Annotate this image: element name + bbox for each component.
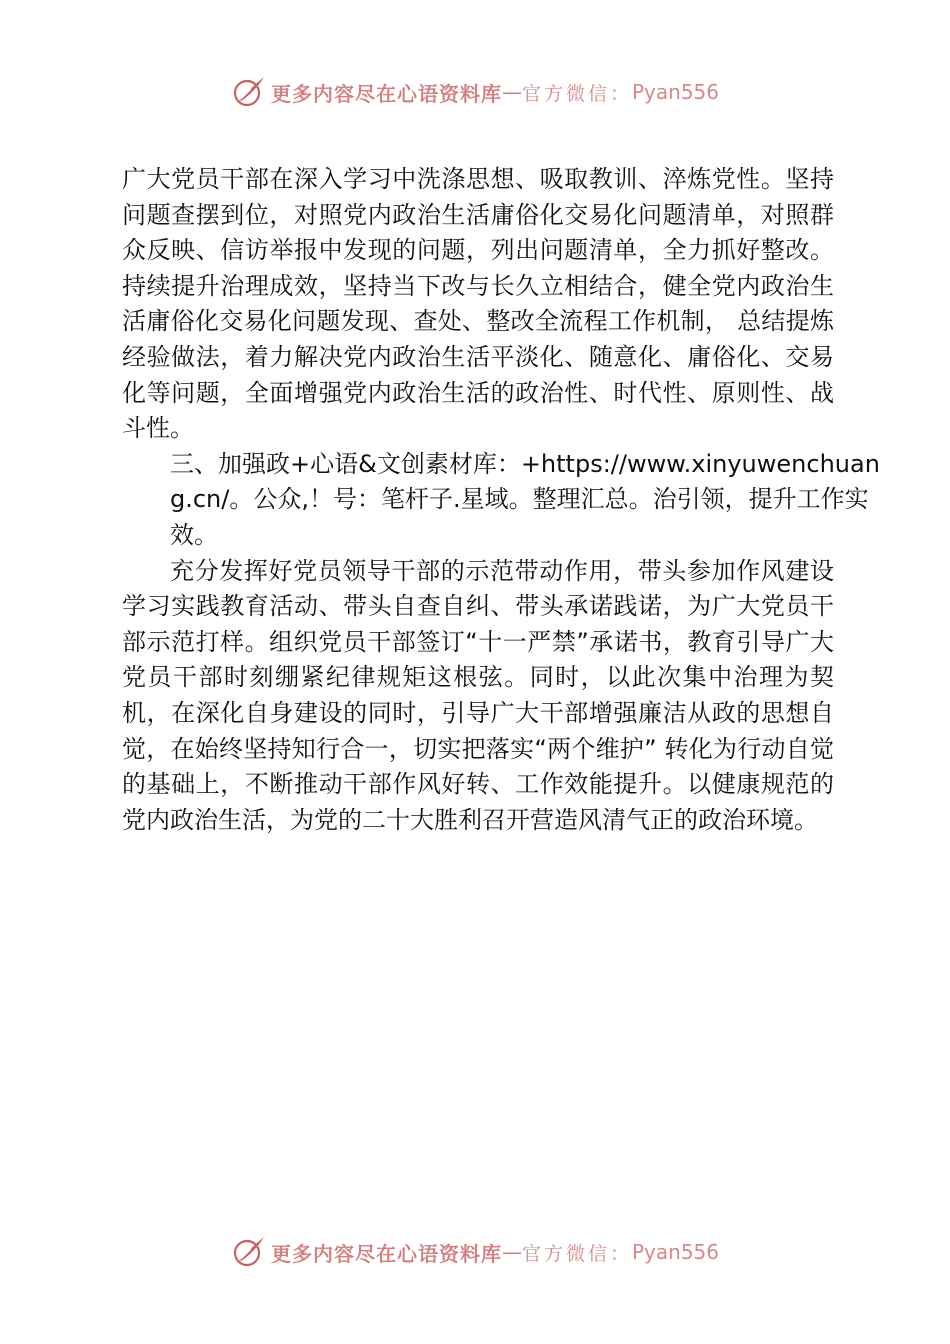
banner-title: 更多内容尽在心语资料库 [270, 1241, 502, 1266]
banner-separator: — [501, 1240, 522, 1264]
paragraph-1: 广大党员干部在深入学习中洗涤思想、吸取教训、淬炼党性。坚持问题查摆到位，对照党内政治生活庸俗化交易化问题清单，对照群众反映、信访举报中发现的问题，列出问题清单，全力抓好整改。持续提升治理成效，坚持当下改与长久立相结合，健全党内政治生活庸俗化交易化问题发现、查处、整改全流程工作机制， 总结提炼经验做法，着力解决党内政治生活平淡化、随意化、庸俗化、交易化等问题，全面增强党内政治生活的政治性、时代性、原则性、战斗性。 [122, 165, 834, 443]
banner-contact-label: 官方微信： [521, 82, 632, 105]
paragraph-2: 充分发挥好党员领导干部的示范带动作用，带头参加作风建设学习实践教育活动、带头自查自纠、带头承诺践诺，为广大党员干部示范打样。组织党员干部签订“十一严禁”承诺书，教育引导广大党员干部时刻绷紧纪律规矩这根弦。同时，以此次集中治理为契机，在深化自身建设的同时，引导广大干部增强廉洁从政的思想自觉，在始终坚持知行合一，切实把落实“两个维护” 转化为行动自觉的基础上，不断推动干部作风好转、工作效能提升。以健康规范的党内政治生活，为党的二十大胜利召开营造风清气正的政治环境。 [122, 556, 834, 834]
document-body [122, 162, 880, 838]
banner-wechat-id: Pyan556 [632, 80, 720, 104]
quill-logo-icon [231, 74, 267, 110]
banner-wechat-id: Pyan556 [632, 1240, 720, 1264]
banner-separator: — [501, 80, 522, 104]
banner-title: 更多内容尽在心语资料库 [270, 81, 502, 106]
banner-contact-label: 官方微信： [521, 1242, 632, 1265]
footer-banner [0, 1230, 950, 1274]
section-heading-3: 三、加强政+心语&文创素材库：+https://www.xinyuwenchuang.cn/。公众,！号：笔杆子.星域。整理汇总。治引领，提升工作实效。 [170, 449, 880, 549]
quill-logo-icon [231, 1234, 267, 1270]
header-banner [0, 70, 950, 114]
